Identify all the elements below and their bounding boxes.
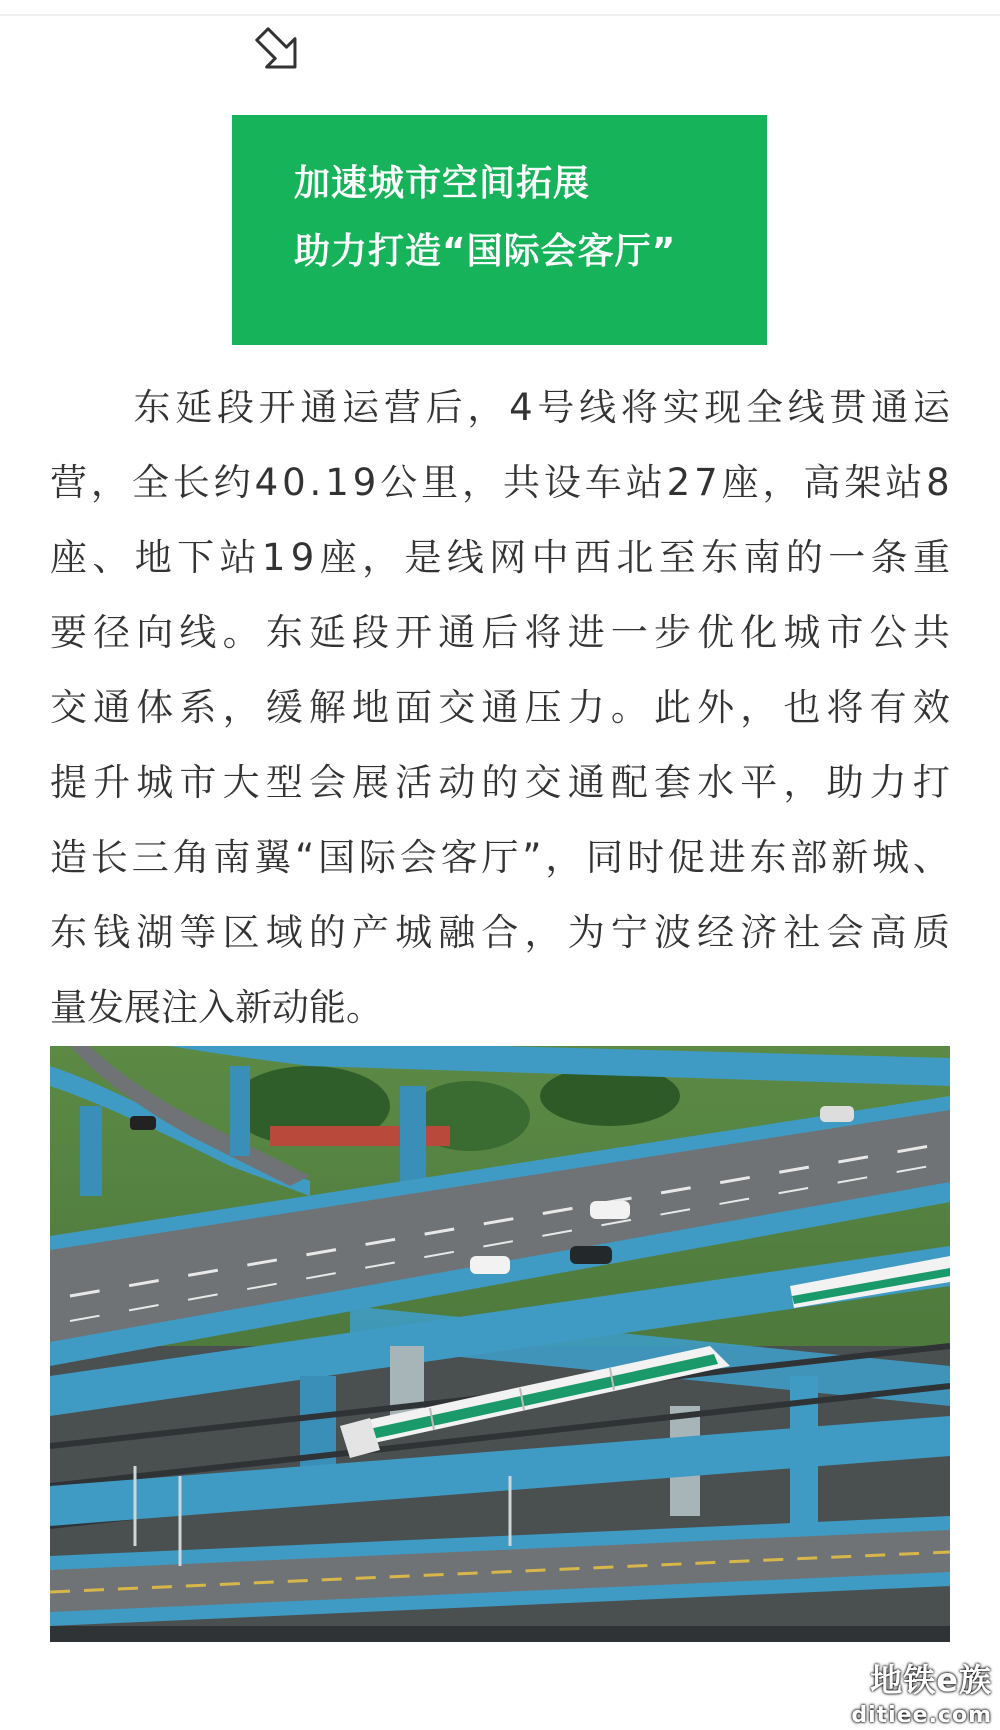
site-watermark [851,1655,992,1728]
interchange-photo [50,1046,950,1642]
watermark-url: ditiee.com [851,1703,992,1728]
section-heading-line-2: 助力打造“国际会客厅” [294,231,677,272]
article-line: 提 升 城 市 大 型 会 展 活 动 的 交 通 配 套 水 平 ， 助 力 打 [50,761,950,804]
section-heading-box [232,115,767,345]
watermark-brand: 地铁e族 [870,1661,992,1699]
article-line: 要 径 向 线 。 东 延 段 开 通 后 将 进 一 步 优 化 城 市 公 共 [50,611,950,654]
article-line: 量发展注入新动能。 [50,986,383,1029]
article-line: 座 、 地 下 站 1 9 座 ， 是 线 网 中 西 北 至 东 南 的 一 条 重 [50,536,950,579]
article-line: 交 通 体 系 ， 缓 解 地 面 交 通 压 力 。 此 外 ， 也 将 有 效 [50,686,950,729]
arrow-pointer-icon [248,20,308,80]
top-divider [0,14,1000,16]
article-line: 造 长 三 角 南 翼 “ 国 际 会 客 厅 ” ， 同 时 促 进 东 部 新 城 、 [50,836,950,879]
article-body [50,370,950,1045]
article-line: 营 ， 全 长 约 4 0 . 1 9 公 里 ， 共 设 车 站 2 7 座 ， 高 架 站 8 [50,461,950,504]
article-line: 东 钱 湖 等 区 域 的 产 城 融 合 ， 为 宁 波 经 济 社 会 高 质 [50,911,950,954]
article-line: 东 延 段 开 通 运 营 后 ， 4 号 线 将 实 现 全 线 贯 通 运 [133,386,950,429]
section-heading-line-1: 加速城市空间拓展 [294,163,591,204]
